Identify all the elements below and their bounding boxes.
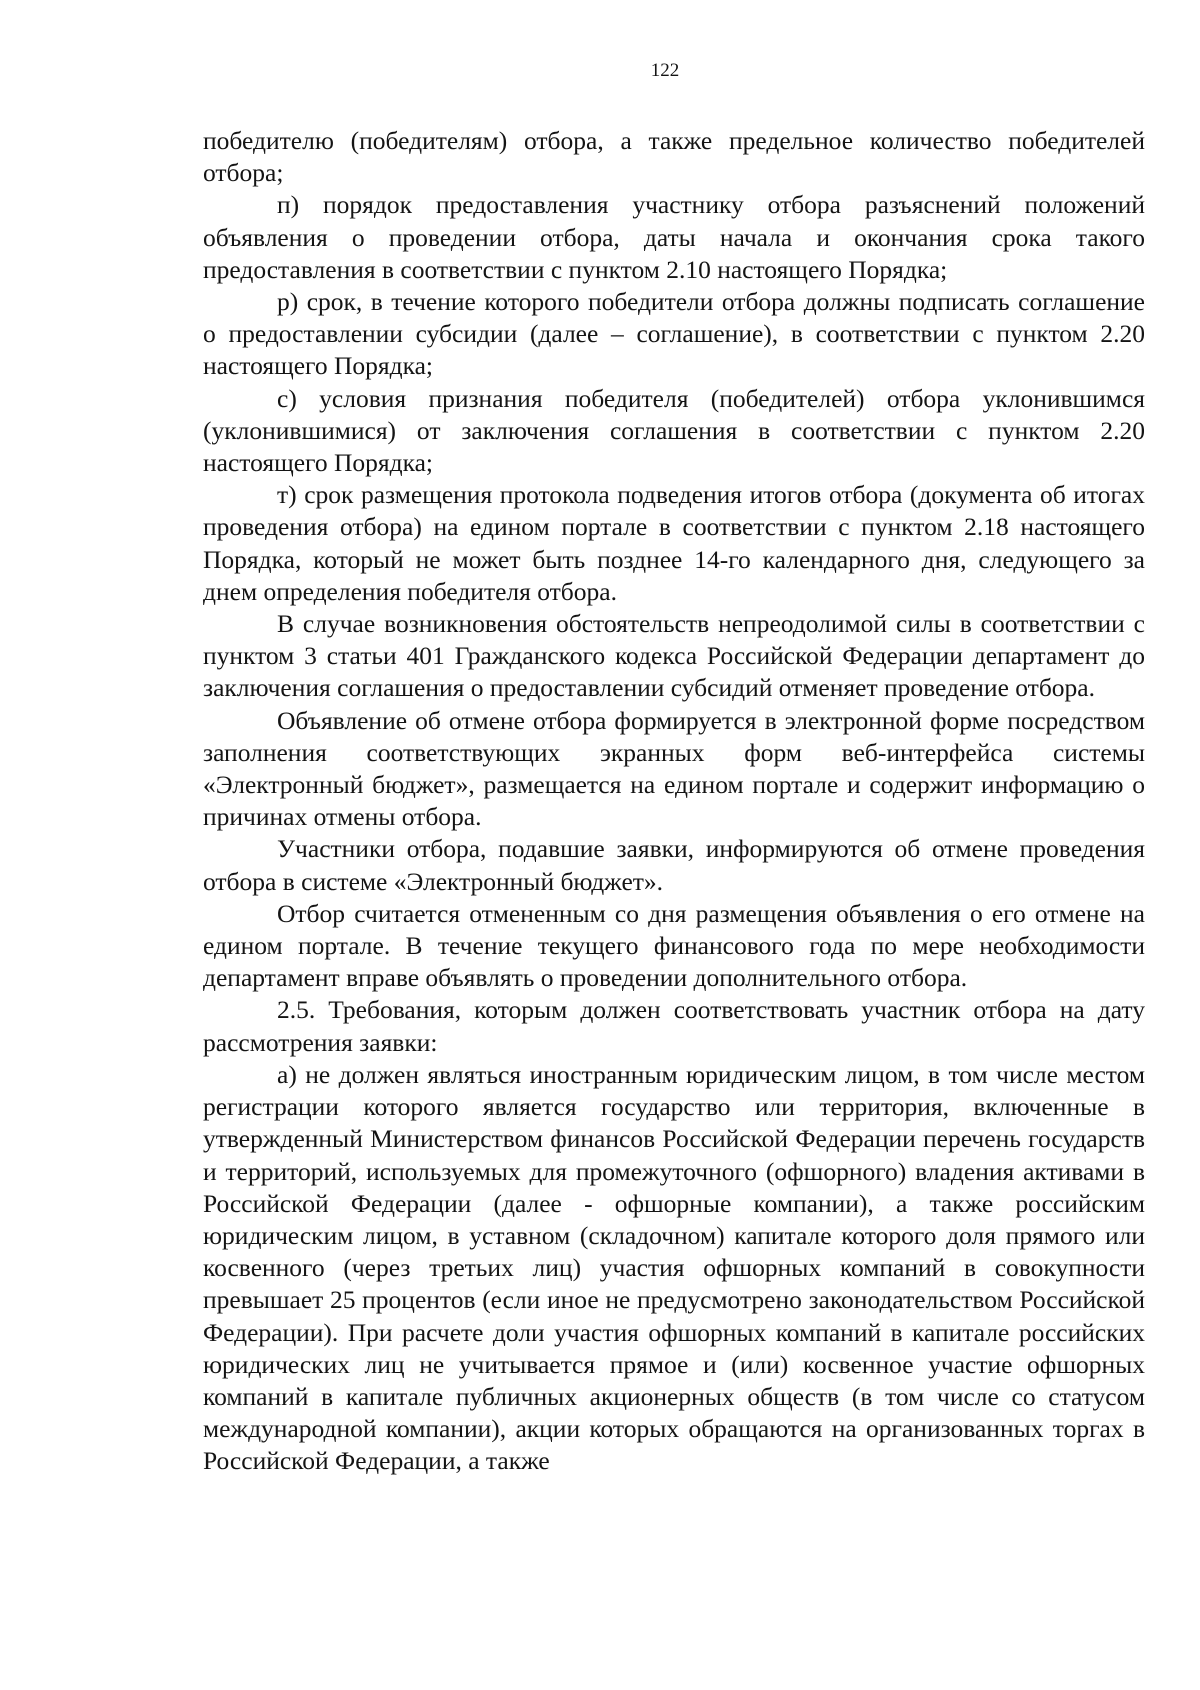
paragraph-continuation: победителю (победителям) отбора, а также предельное количество победителей отбора; <box>203 126 1145 188</box>
paragraph-selection-cancelled: Отбор считается отмененным со дня размещения объявления о его отмене на едином портале. В течение текущего финансового года по мере необходимости департамент вправе объявлять о проведении дополнительного отбора. <box>203 898 1145 993</box>
paragraph-item-t: т) срок размещения протокола подведения итогов отбора (документа об итогах проведения отбора) на едином портале в соответствии с пунктом 2.18 настоящего Порядка, который не может быть позднее 14-го календарного дня, следующего за днем определения победителя отбора. <box>203 480 1145 606</box>
paragraph-participants-informed: Участники отбора, подавшие заявки, информируются об отмене проведения отбора в системе «Электронный бюджет». <box>203 834 1145 896</box>
paragraph-item-s: с) условия признания победителя (победителей) отбора уклонившимся (уклонившимися) от заключения соглашения в соответствии с пунктом 2.20 настоящего Порядка; <box>203 383 1145 478</box>
paragraph-item-r: р) срок, в течение которого победители отбора должны подписать соглашение о предоставлении субсидии (далее – соглашение), в соответствии с пунктом 2.20 настоящего Порядка; <box>203 287 1145 381</box>
paragraph-item-a: а) не должен являться иностранным юридическим лицом, в том числе местом регистрации которого является государство или территория, включенные в утвержденный Министерством финансов Российской Федерации перечень государств и территорий, используемых для промежуточного (офшорного) владения активами в Российской Федерации (далее - офшорные компании), а также российским юридическим лицом, в уставном (складочном) капитале которого доля прямого или косвенного (через третьих лиц) участия офшорных компаний в совокупности превышает 25 процентов (если иное не предусмотрено законодательством Российской Федерации). При расчете доли участия офшорных компаний в капитале российских юридических лиц не учитывается прямое и (или) косвенное участие офшорных компаний в капитале публичных акционерных обществ (в том числе со статусом международной компании), акции которых обращаются на организованных торгах в Российской Федерации, а также <box>203 1059 1145 1476</box>
page-number: 122 <box>650 60 680 81</box>
paragraph-force-majeure: В случае возникновения обстоятельств непреодолимой силы в соответствии с пунктом 3 статьи 401 Гражданского кодекса Российской Федерации департамент до заключения соглашения о предоставлении субсидий отменяет проведение отбора. <box>203 609 1145 703</box>
paragraph-section-2-5: 2.5. Требования, которым должен соответствовать участник отбора на дату рассмотрения заявки: <box>203 995 1145 1057</box>
document-body <box>203 125 1145 1478</box>
paragraph-item-p: п) порядок предоставления участнику отбора разъяснений положений объявления о проведении отбора, даты начала и окончания срока такого предоставления в соответствии с пунктом 2.10 настоящего Порядка; <box>203 190 1145 284</box>
paragraph-cancellation-notice: Объявление об отмене отбора формируется в электронной форме посредством заполнения соответствующих экранных форм веб-интерфейса системы «Электронный бюджет», размещается на едином портале и содержит информацию о причинах отмены отбора. <box>203 705 1145 832</box>
